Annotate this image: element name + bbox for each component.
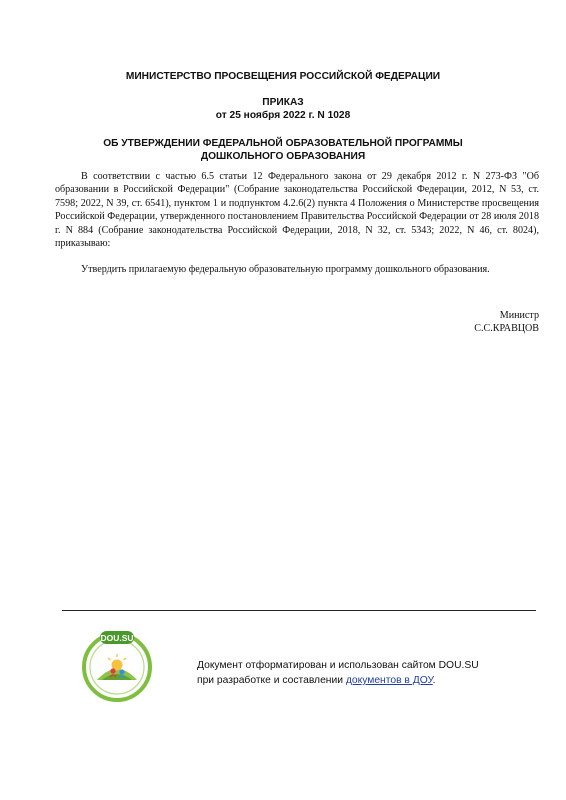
dou-documents-link[interactable]: документов в ДОУ	[345, 675, 433, 686]
footer-line-2-suffix: .	[432, 675, 436, 686]
footer-divider	[62, 610, 536, 611]
document-title-line-2: ДОШКОЛЬНОГО ОБРАЗОВАНИЯ	[200, 151, 366, 162]
signer-name: С.С.КРАВЦОВ	[474, 323, 539, 334]
logo-text: DOU.SU	[100, 632, 134, 643]
decision-text: Утвердить прилагаемую федеральную образовательную программу дошкольного образования.	[81, 264, 490, 275]
footer-note	[197, 658, 479, 688]
preamble-text: В соответствии с частью 6.5 статьи 12 Федерального закона от 29 декабря 2012 г. N 273-ФЗ "Об образовании в Российской Федерации" (Собрание законодательства Российской Федерации, 2012, N 53, ст. 7598; 2022, N 39, ст. 6541), пунктом 1 и подпунктом 4.2.6(2) пункта 4 Положения о Министерстве просвещения Российской Федерации, утвержденного постановлением Правительства Российской Федерации от 28 июля 2018 г. N 884 (Собрание законодательства Российской Федерации, 2018, N 32, ст. 5343; 2022, N 46, ст. 8024), приказываю:	[55, 171, 539, 250]
document-title-line-1: ОБ УТВЕРЖДЕНИИ ФЕДЕРАЛЬНОЙ ОБРАЗОВАТЕЛЬНОЙ ПРОГРАММЫ	[103, 138, 463, 149]
footer-line-2-prefix: при разработке и составлении	[197, 675, 346, 686]
order-title: ПРИКАЗ	[262, 97, 304, 108]
decision-paragraph	[55, 263, 539, 276]
preamble-paragraph	[55, 170, 539, 250]
signer-title: Министр	[499, 310, 539, 321]
footer-line-2	[197, 673, 479, 688]
order-date: от 25 ноября 2022 г. N 1028	[215, 110, 351, 121]
footer-line-1: Документ отформатирован и использован сайтом DOU.SU	[197, 660, 479, 671]
dou-su-logo	[80, 628, 154, 702]
document-title	[40, 137, 526, 163]
ministry-name: МИНИСТЕРСТВО ПРОСВЕЩЕНИЯ РОССИЙСКОЙ ФЕДЕРАЦИИ	[125, 71, 441, 82]
